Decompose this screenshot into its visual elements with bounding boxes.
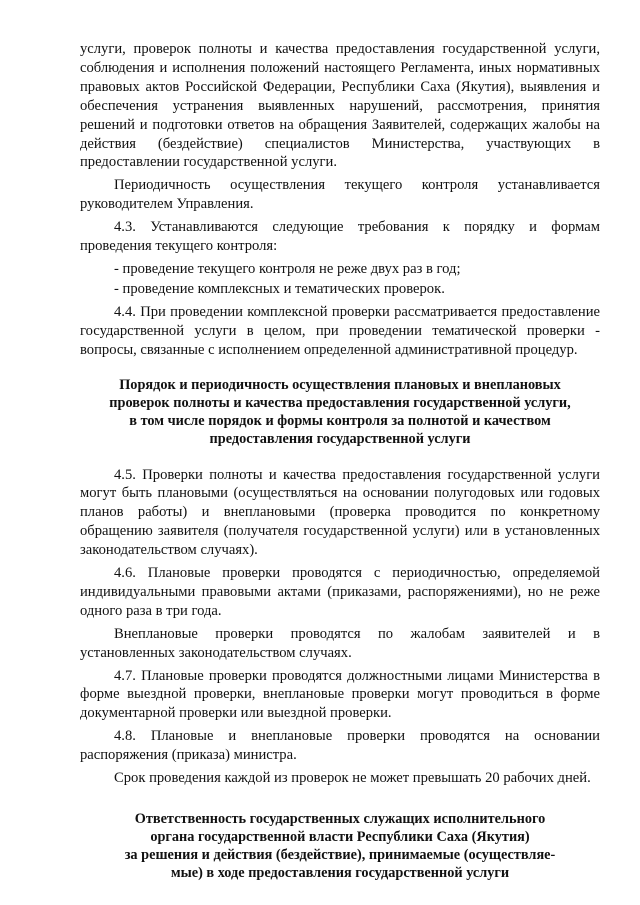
paragraph-unscheduled: Внеплановые проверки проводятся по жалобам заявителей и в установленных законодательством случаях. — [80, 625, 600, 661]
section-heading-inspections — [80, 376, 600, 448]
paragraph-4-7: 4.7. Плановые проверки проводятся должностными лицами Министерства в форме выездной проверки, внеплановые проверки могут проводиться в форме документарной проверки или выездной проверки. — [80, 667, 600, 722]
heading-line: Ответственность государственных служащих исполнительного — [134, 811, 546, 827]
heading-line: проверок полноты и качества предоставления государственной услуги, — [109, 394, 571, 411]
heading-line: Порядок и периодичность осуществления плановых и внеплановых — [119, 376, 561, 393]
section-heading-responsibility — [80, 810, 600, 882]
heading-line: мые) в ходе предоставления государственной услуги — [170, 865, 510, 881]
paragraph-periodicity: Периодичность осуществления текущего контроля устанавливается руководителем Управления. — [80, 177, 600, 213]
list-item: - проведение комплексных и тематических проверок. — [114, 280, 445, 297]
paragraph-continuation: услуги, проверок полноты и качества предоставления государственной услуги, соблюдения и исполнения положений настоящего Регламента, иных нормативных правовых актов Российской Федерации, Республики Саха (Якутия), выявления и обеспечения устранения выявленных нарушений, рассмотрения, принятия решений и подготовки ответов на обращения Заявителей, содержащих жалобы на действия (бездействие) специалистов Министерства, участвующих в предоставлении государственной услуги. — [80, 41, 600, 171]
heading-line: за решения и действия (бездействие), принимаемые (осуществляе- — [124, 847, 556, 863]
heading-line: предоставления государственной услуги — [209, 430, 471, 447]
paragraph-4-5: 4.5. Проверки полноты и качества предоставления государственной услуги могут быть плановыми (осуществляться на основании полугодовых или годовых планов работы) и внеплановыми (проверка проводится по конкретному обращению заявителя (получателя государственной услуги) или в установленных законодательством случаях). — [80, 466, 600, 559]
requirements-list — [80, 260, 600, 299]
paragraph-term: Срок проведения каждой из проверок не может превышать 20 рабочих дней. — [114, 770, 591, 787]
heading-line: в том числе порядок и формы контроля за полнотой и качеством — [129, 412, 551, 429]
paragraph-4-4: 4.4. При проведении комплексной проверки рассматривается предоставление государственной услуги в целом, при проведении тематической проверки - вопросы, связанные с исполнением определенной административной процедур. — [80, 303, 600, 358]
list-item: - проведение текущего контроля не реже двух раз в год; — [114, 260, 461, 277]
heading-line: органа государственной власти Республики Саха (Якутия) — [150, 829, 530, 845]
paragraph-4-8: 4.8. Плановые и внеплановые проверки проводятся на основании распоряжения (приказа) министра. — [80, 728, 600, 764]
paragraph-4-3: 4.3. Устанавливаются следующие требования к порядку и формам проведения текущего контроля: — [80, 219, 600, 255]
paragraph-4-6: 4.6. Плановые проверки проводятся с периодичностью, определяемой индивидуальными правовыми актами (приказами, распоряжениями), но не реже одного раза в три года. — [80, 565, 600, 619]
